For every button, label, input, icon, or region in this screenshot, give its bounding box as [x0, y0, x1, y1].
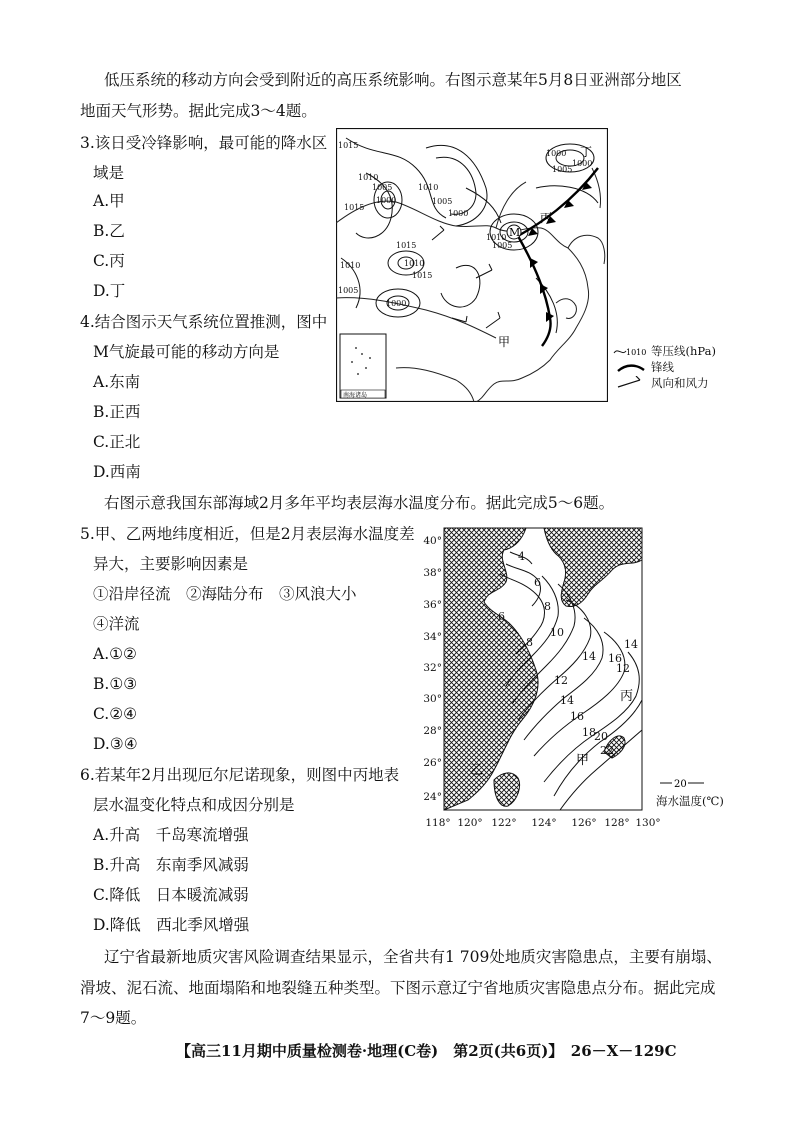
- question-6-stem-cont: 层水温变化特点和成因分别是: [93, 796, 295, 814]
- question-6-stem: 6.若某年2月出现厄尔尼诺现象，则图中丙地表: [80, 766, 400, 784]
- longitude-tick: 124°: [531, 817, 557, 829]
- isotherm-legend-label: 海水温度(℃): [656, 794, 724, 808]
- q6-option-d: D.降低 西北季风增强: [93, 916, 250, 934]
- map2-label-bing: 丙: [620, 689, 634, 704]
- south-china-sea-inset-label: 南海诸岛: [343, 392, 368, 399]
- wind-legend-symbol: [616, 376, 646, 390]
- isotherm-legend-symbol: [660, 776, 706, 790]
- intro-paragraph-3-line-1: 辽宁省最新地质灾害风险调查结果显示，全省共有1 709处地质灾害隐患点，主要有崩塌、: [104, 948, 722, 966]
- map1-isobar-label: 1015: [396, 241, 417, 250]
- map1-isobar-label: 1005: [372, 183, 393, 192]
- q5-choices-line-2: ④洋流: [93, 615, 140, 633]
- q5-option-c: C.②④: [93, 705, 138, 723]
- q5-option-b: B.①③: [93, 675, 138, 693]
- map1-label-jia: 甲: [498, 335, 511, 349]
- q3-option-b: B.乙: [93, 222, 125, 240]
- isotherm-label: 14: [560, 694, 574, 707]
- longitude-tick: 120°: [457, 817, 483, 829]
- longitude-tick: 122°: [491, 817, 517, 829]
- front-legend-label: 锋线: [651, 360, 674, 374]
- map1-isobar-label: 1015: [412, 271, 433, 280]
- intro-paragraph-3-line-2: 滑坡、泥石流、地面塌陷和地裂缝五种类型。下图示意辽宁省地质灾害隐患点分布。据此完成: [80, 979, 716, 997]
- intro-paragraph-2: 右图示意我国东部海域2月多年平均表层海水温度分布。据此完成5～6题。: [104, 494, 615, 512]
- question-5-stem: 5.甲、乙两地纬度相近，但是2月表层海水温度差: [80, 525, 415, 543]
- q6-option-c: C.降低 日本暖流减弱: [93, 886, 249, 904]
- isotherm-label: 8: [526, 636, 533, 649]
- isobar-legend-value: 1010: [626, 348, 647, 357]
- q4-option-a: A.东南: [93, 373, 141, 391]
- isotherm-legend-value: 20: [674, 779, 687, 790]
- q3-option-d: D.丁: [93, 282, 126, 300]
- map1-isobar-label: 1015: [344, 203, 365, 212]
- map1-isobar-label: 1005: [338, 286, 359, 295]
- isotherm-label: 16: [608, 652, 622, 665]
- isotherm-label: 20: [594, 730, 608, 743]
- q6-option-b: B.升高 东南季风减弱: [93, 856, 249, 874]
- latitude-tick: 38°: [423, 567, 442, 579]
- isotherm-label: 6: [498, 610, 505, 623]
- longitude-tick: 126°: [571, 817, 597, 829]
- latitude-tick: 32°: [423, 662, 442, 674]
- question-4-stem-cont: M气旋最可能的移动方向是: [93, 343, 280, 361]
- map1-isobar-label: 1010: [358, 173, 379, 182]
- map1-isobar-label: 1005: [552, 165, 573, 174]
- isotherm-label: 4: [518, 550, 525, 563]
- isobar-legend-symbol: [612, 344, 650, 358]
- isotherm-label: 14: [624, 638, 638, 651]
- isotherm-label: 6: [534, 576, 541, 589]
- isotherm-label: 12: [616, 662, 630, 675]
- q4-option-c: C.正北: [93, 433, 141, 451]
- latitude-tick: 28°: [423, 725, 442, 737]
- map1-label-bing: 丙: [540, 211, 553, 225]
- isotherm-label: 18: [582, 726, 596, 739]
- q4-option-b: B.正西: [93, 403, 141, 421]
- map1-label-ding: 丁: [580, 145, 593, 159]
- q5-option-a: A.①②: [93, 645, 137, 663]
- latitude-tick: 24°: [423, 791, 442, 803]
- map1-isobar-label: 1000: [448, 209, 469, 218]
- sea-temperature-map: [414, 520, 664, 834]
- latitude-tick: 36°: [423, 599, 442, 611]
- longitude-tick: 130°: [635, 817, 661, 829]
- weather-map: [336, 128, 608, 402]
- question-4-stem: 4.结合图示天气系统位置推测，图中: [80, 313, 328, 331]
- front-legend-symbol: [616, 362, 646, 374]
- map1-isobar-label: 1000: [386, 299, 407, 308]
- q5-option-d: D.③④: [93, 735, 138, 753]
- question-3-stem: 3.该日受冷锋影响，最可能的降水区: [80, 134, 328, 152]
- longitude-tick: 118°: [425, 817, 451, 829]
- isotherm-label: 10: [550, 626, 564, 639]
- page-footer: 【高三11月期中质量检测卷·地理(C卷) 第2页(共6页)】 26－X－129C: [176, 1042, 677, 1060]
- isotherm-label: 8: [544, 600, 551, 613]
- latitude-tick: 34°: [423, 631, 442, 643]
- latitude-tick: 40°: [423, 535, 442, 547]
- map1-isobar-label: 1010: [340, 261, 361, 270]
- isotherm-label: 12: [554, 674, 568, 687]
- map1-label-m: M: [509, 226, 521, 239]
- q6-option-a: A.升高 千岛寒流增强: [93, 826, 249, 844]
- q5-choices-line-1: ①沿岸径流 ②海陆分布 ③风浪大小: [93, 585, 357, 603]
- map1-isobar-label: 1010: [486, 233, 507, 242]
- isotherm-label: 14: [582, 650, 596, 663]
- map1-isobar-label: 1000: [546, 149, 567, 158]
- map2-label-jia: 甲: [576, 753, 590, 768]
- question-5-stem-cont: 异大，主要影响因素是: [93, 555, 249, 573]
- map1-isobar-label: 1005: [492, 241, 513, 250]
- map1-isobar-label: 1000: [376, 196, 397, 205]
- map1-isobar-label: 1010: [418, 183, 439, 192]
- intro-paragraph-3-line-3: 7～9题。: [80, 1009, 147, 1027]
- q3-option-c: C.丙: [93, 252, 125, 270]
- intro-paragraph-1-line-2: 地面天气形势。据此完成3～4题。: [80, 102, 317, 120]
- latitude-tick: 26°: [423, 757, 442, 769]
- longitude-tick: 128°: [604, 817, 630, 829]
- map1-isobar-label: 1015: [338, 141, 359, 150]
- map1-isobar-label: 1010: [404, 259, 425, 268]
- isobar-legend-label: 等压线(hPa): [651, 344, 716, 358]
- question-3-stem-cont: 域是: [93, 164, 125, 182]
- map1-isobar-label: 1000: [572, 159, 593, 168]
- wind-legend-label: 风向和风力: [651, 376, 709, 390]
- isotherm-label: 16: [570, 710, 584, 723]
- q3-option-a: A.甲: [93, 192, 125, 210]
- isotherm-label: 22: [600, 744, 614, 757]
- q4-option-d: D.西南: [93, 463, 141, 481]
- map1-isobar-label: 1005: [432, 197, 453, 206]
- map2-label-yi: 乙: [470, 763, 484, 778]
- intro-paragraph-1-line-1: 低压系统的移动方向会受到附近的高压系统影响。右图示意某年5月8日亚洲部分地区: [104, 71, 682, 89]
- latitude-tick: 30°: [423, 693, 442, 705]
